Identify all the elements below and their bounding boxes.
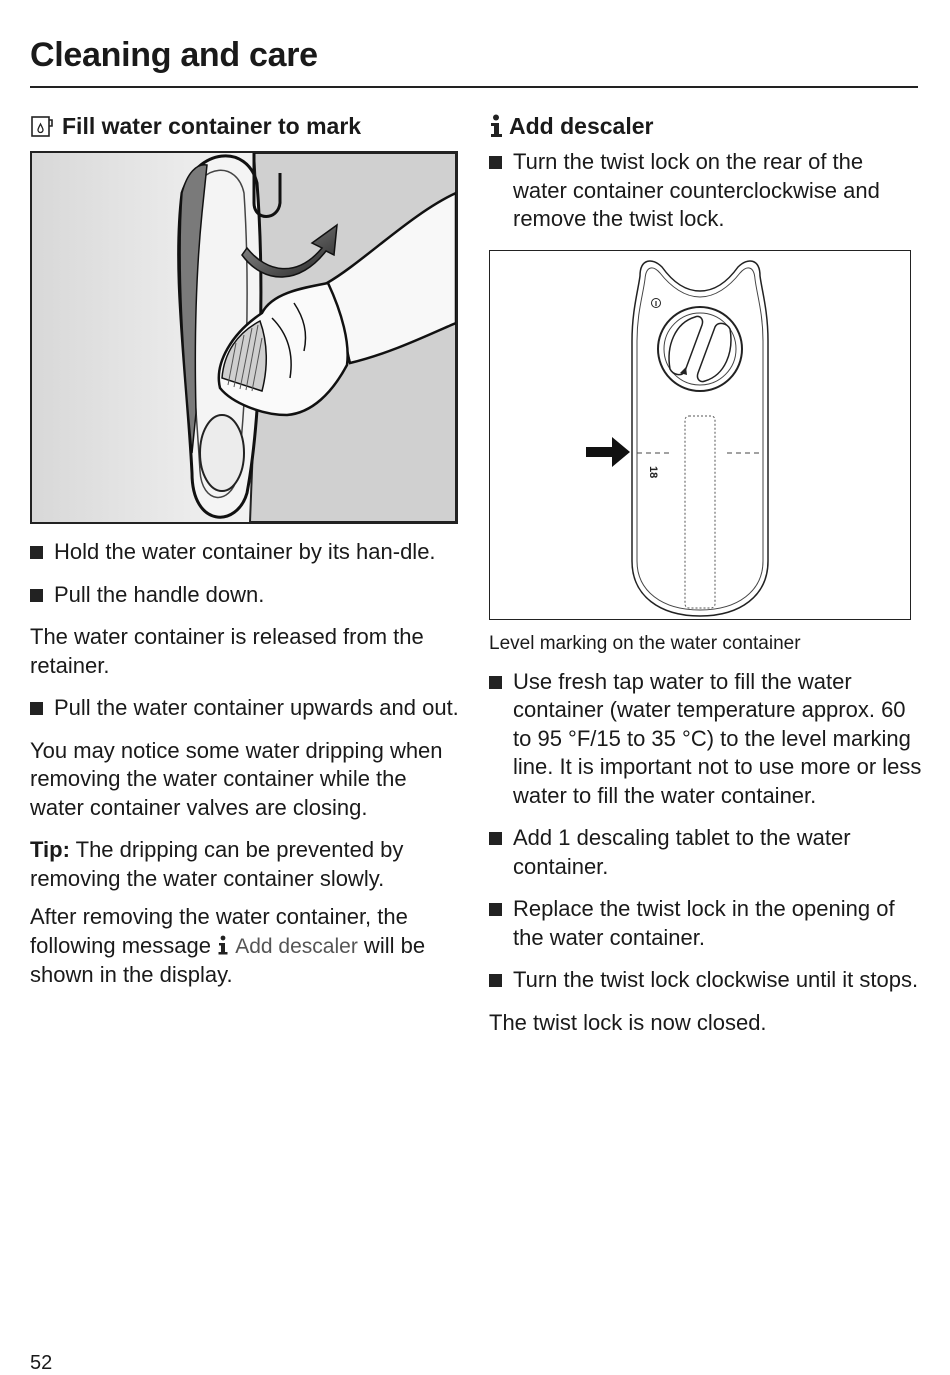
section-heading-label: Fill water container to mark bbox=[62, 113, 362, 139]
water-container-rear-illustration bbox=[490, 251, 909, 618]
list-item bbox=[30, 694, 464, 723]
bullet-square-icon bbox=[30, 702, 43, 715]
list-item-text: Hold the water container by its han-dle. bbox=[54, 539, 436, 564]
list-item bbox=[30, 581, 464, 610]
section-heading-label: Add descaler bbox=[509, 113, 654, 139]
illustration-level-marking bbox=[489, 250, 911, 620]
bullet-square-icon bbox=[489, 974, 502, 987]
water-container-icon bbox=[30, 114, 56, 138]
level-mark-label: 18 bbox=[647, 465, 659, 478]
bullet-square-icon bbox=[489, 156, 502, 169]
bullet-square-icon bbox=[489, 676, 502, 689]
paragraph-text: After removing the water container, the following message bbox=[30, 904, 408, 958]
bullet-square-icon bbox=[489, 903, 502, 916]
paragraph: You may notice some water dripping when removing the water container while the water container valves are closing. bbox=[30, 737, 443, 820]
bullet-square-icon bbox=[489, 832, 502, 845]
info-icon bbox=[217, 935, 229, 955]
bullet-square-icon bbox=[30, 546, 43, 559]
list-item-text: Use fresh tap water to fill the water container (water temperature approx. 60 to 95 °F/15 to 35 °C) to the level marking line. It is important not to use more or less water to fill the water container. bbox=[513, 668, 922, 808]
figure-caption: Level marking on the water container bbox=[489, 632, 801, 654]
list-item bbox=[489, 895, 923, 952]
tip-text: The dripping can be prevented by removing the water container slowly. bbox=[30, 837, 404, 891]
paragraph: The twist lock is now closed. bbox=[489, 1009, 767, 1035]
list-item bbox=[489, 668, 923, 811]
paragraph bbox=[30, 903, 464, 990]
list-item bbox=[489, 148, 923, 234]
title-divider bbox=[30, 86, 918, 88]
paragraph: The water container is released from the retainer. bbox=[30, 624, 424, 678]
left-column bbox=[30, 108, 464, 990]
list-item-text: Turn the twist lock clockwise until it stops. bbox=[513, 967, 919, 992]
list-item-text: Add 1 descaling tablet to the water container. bbox=[513, 825, 851, 879]
illustration-remove-water-container bbox=[30, 151, 458, 524]
list-item bbox=[489, 824, 923, 881]
list-item-text: Turn the twist lock on the rear of the water container counterclockwise and remove the twist lock. bbox=[513, 149, 880, 231]
display-message: Add descaler bbox=[235, 934, 358, 958]
page-title: Cleaning and care bbox=[30, 36, 318, 74]
right-column bbox=[489, 108, 923, 1037]
list-item-text: Pull the water container upwards and out. bbox=[54, 695, 459, 720]
section-heading-fill-water bbox=[30, 108, 464, 144]
remove-container-illustration bbox=[32, 153, 456, 522]
info-icon bbox=[489, 114, 503, 138]
section-heading-add-descaler bbox=[489, 108, 923, 144]
bullet-square-icon bbox=[30, 589, 43, 602]
tip-paragraph bbox=[30, 836, 464, 893]
paragraph-text: will be shown in the display. bbox=[30, 932, 426, 987]
list-item-text: Replace the twist lock in the opening of the water container. bbox=[513, 896, 895, 950]
page-number: 52 bbox=[30, 1352, 53, 1374]
tip-label: Tip: bbox=[30, 837, 70, 862]
list-item bbox=[30, 538, 464, 567]
list-item-text: Pull the handle down. bbox=[54, 581, 265, 607]
list-item bbox=[489, 966, 923, 995]
